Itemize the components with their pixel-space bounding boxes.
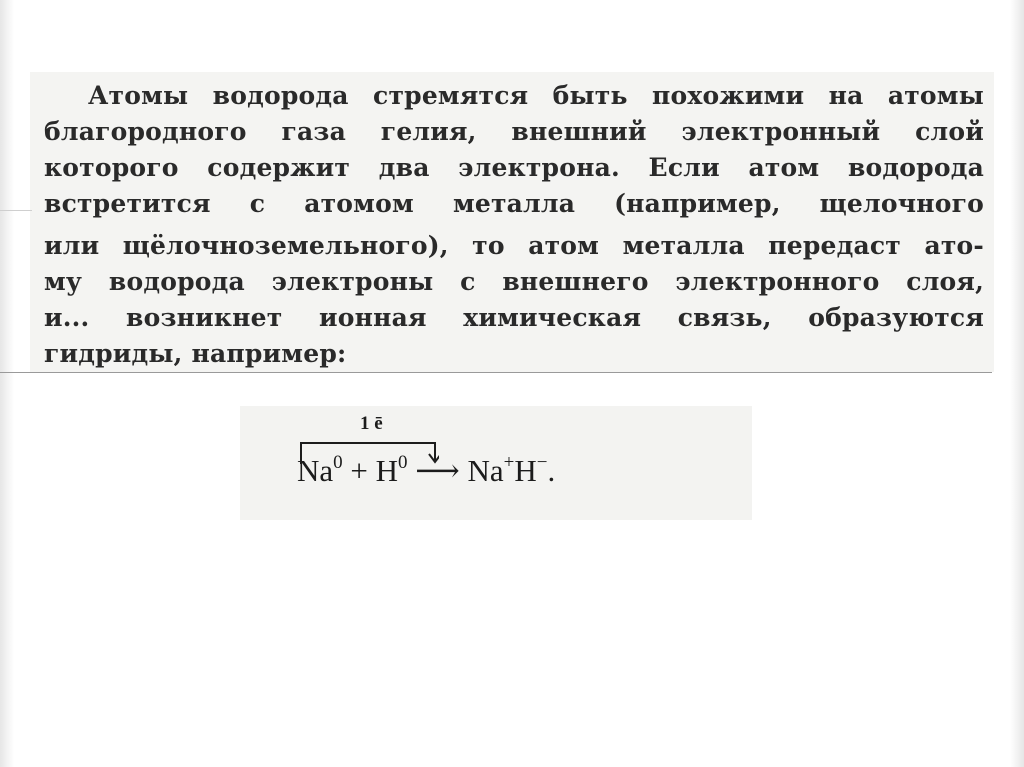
hydrogen-paragraph bbox=[44, 78, 984, 372]
reactant-sodium: Na bbox=[297, 453, 334, 488]
electron-transfer-arrow-icon bbox=[299, 440, 439, 466]
paragraph-line: которого содержит два электрона. Если атом водорода bbox=[44, 153, 984, 182]
paragraph-line: Атомы водорода стремятся быть похожими на атомы bbox=[88, 81, 984, 110]
electron-transfer-label: 1 ē bbox=[360, 413, 383, 434]
right-edge-shadow bbox=[1010, 0, 1024, 767]
sodium-ion-charge: + bbox=[503, 452, 515, 473]
hydride-ion-charge: − bbox=[536, 452, 548, 473]
paragraph-line: встретится с атомом металла (например, щелочного bbox=[44, 189, 984, 218]
margin-mark bbox=[0, 210, 32, 211]
left-edge-shadow bbox=[0, 0, 14, 767]
plus-sign: + bbox=[350, 453, 368, 488]
paragraph-line: благородного газа гелия, внешний электронный слой bbox=[44, 117, 984, 146]
product-sodium-ion: Na bbox=[467, 453, 504, 488]
reactant-hydrogen: H bbox=[375, 453, 399, 488]
equation-period: . bbox=[547, 453, 556, 488]
paragraph-line: му водорода электроны с внешнего электронного слоя, bbox=[44, 267, 984, 296]
reaction-arrow: ⟶ bbox=[415, 453, 460, 488]
paragraph-line: гидриды, например: bbox=[44, 339, 347, 368]
product-hydride-ion: H bbox=[514, 453, 537, 488]
paragraph-line: и... возникнет ионная химическая связь, образуются bbox=[44, 303, 984, 332]
sodium-oxidation-state: 0 bbox=[333, 452, 343, 473]
scan-divider-line bbox=[0, 372, 992, 373]
hydrogen-oxidation-state: 0 bbox=[398, 452, 408, 473]
paragraph-line: или щёлочноземельного), то атом металла передаст ато- bbox=[44, 231, 984, 260]
